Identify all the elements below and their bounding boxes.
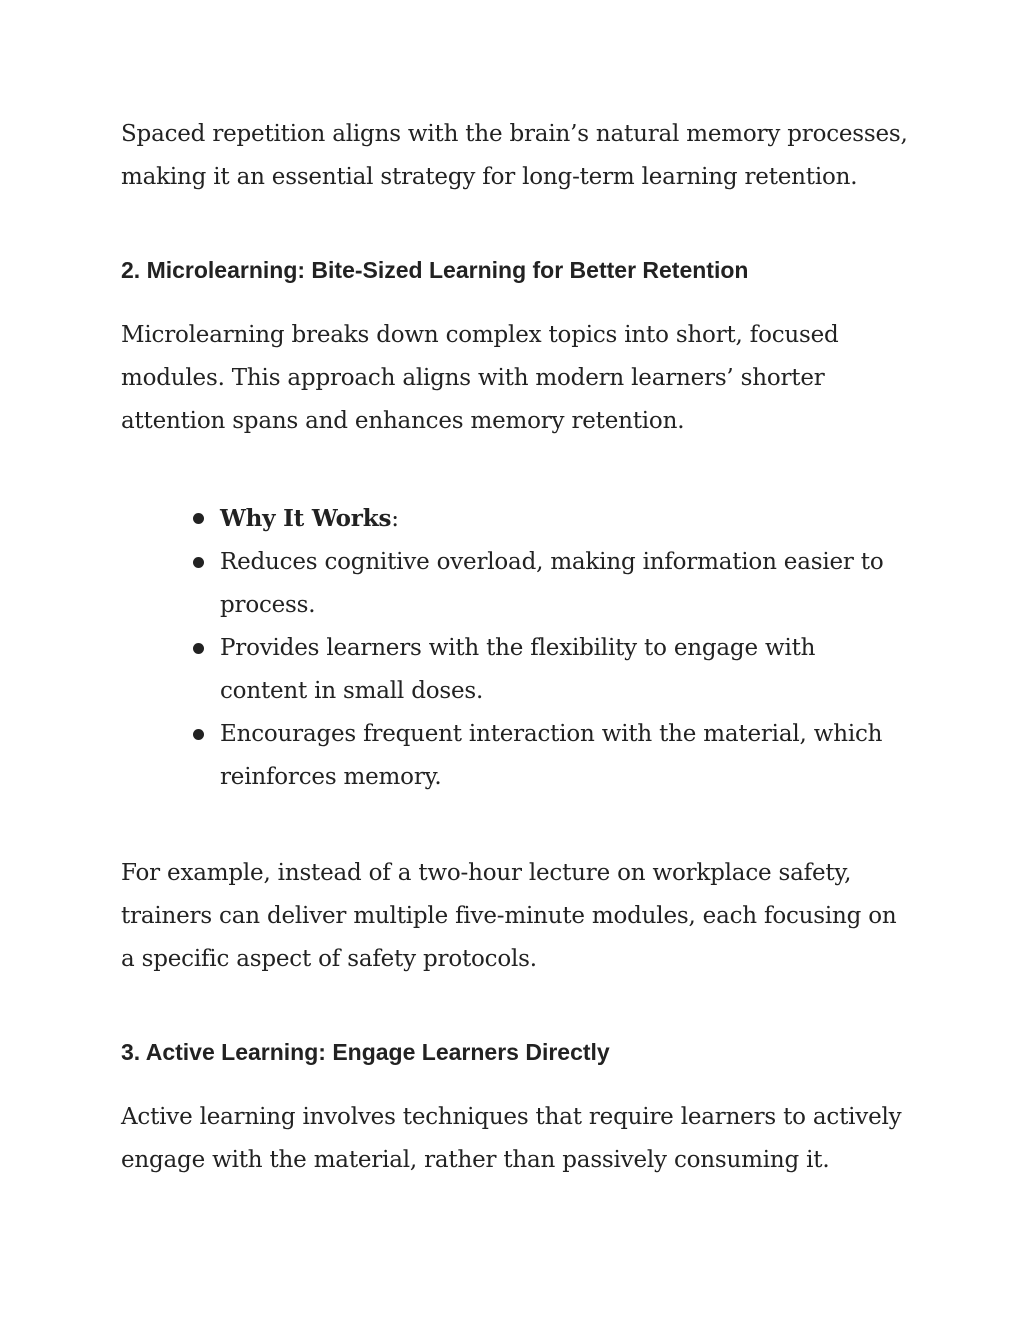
list-item-text: Encourages frequent interaction with the material, which reinforces memory.	[220, 721, 883, 790]
list-item-text: Reduces cognitive overload, making information easier to process.	[220, 549, 884, 618]
intro-paragraph: Spaced repetition aligns with the brain’s natural memory processes, making it an essential strategy for long-term learning retention.	[121, 121, 908, 190]
list-item	[190, 541, 890, 627]
list-item	[190, 497, 890, 541]
list-item	[190, 713, 890, 799]
list-item-text: Provides learners with the flexibility to engage with content in small doses.	[220, 635, 816, 704]
example-paragraph: For example, instead of a two-hour lecture on workplace safety, trainers can deliver multiple five-minute modules, each focusing on a specific aspect of safety protocols.	[121, 860, 897, 972]
why-it-works-colon: :	[391, 506, 399, 532]
section-2-heading: 2. Microlearning: Bite-Sized Learning for Better Retention	[121, 257, 749, 283]
why-it-works-label: Why It Works	[220, 505, 392, 532]
bullet-icon	[193, 557, 204, 568]
active-learning-paragraph: Active learning involves techniques that require learners to actively engage with the material, rather than passively consuming it.	[121, 1104, 902, 1173]
why-it-works-list	[190, 497, 890, 799]
bullet-icon	[193, 513, 204, 524]
section-3-heading: 3. Active Learning: Engage Learners Directly	[121, 1039, 610, 1065]
bullet-icon	[193, 643, 204, 654]
bullet-icon	[193, 729, 204, 740]
list-item	[190, 627, 890, 713]
microlearning-paragraph: Microlearning breaks down complex topics into short, focused modules. This approach aligns with modern learners’ shorter attention spans and enhances memory retention.	[121, 322, 839, 434]
